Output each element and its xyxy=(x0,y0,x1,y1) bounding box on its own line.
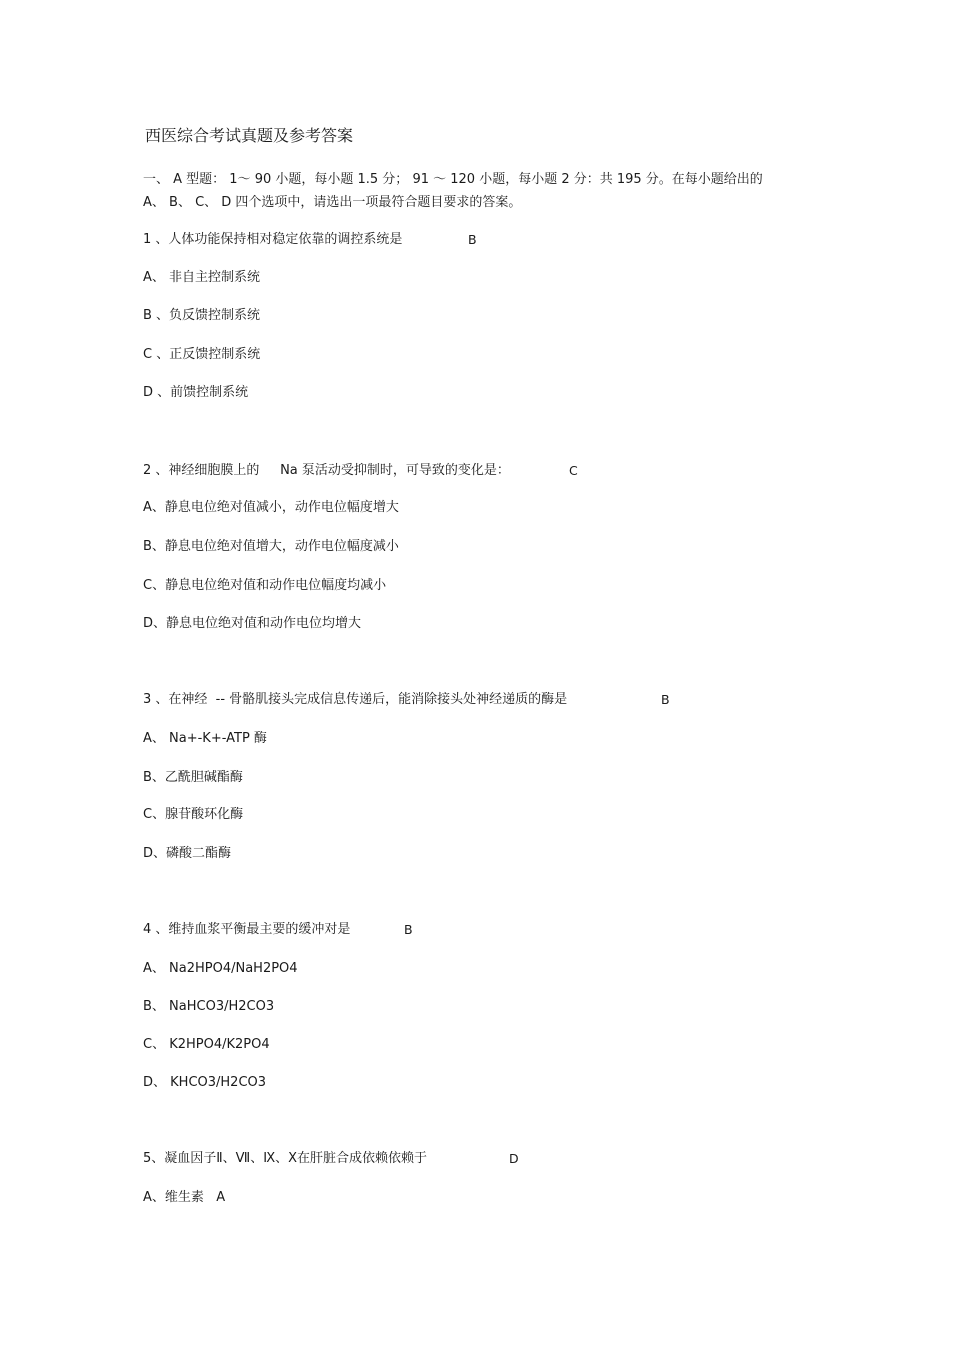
question-1-answer: B xyxy=(468,232,477,247)
question-1-option-d: D 、前馈控制系统 xyxy=(143,385,249,400)
question-4-option-a: A、 Na2HPO4/NaH2PO4 xyxy=(143,961,298,976)
question-3-option-a: A、 Na+-K+-ATP 酶 xyxy=(143,731,267,746)
question-2-option-a: A、静息电位绝对值减小，动作电位幅度增大 xyxy=(143,500,399,515)
question-5-stem: 5、凝血因子Ⅱ、Ⅶ、Ⅸ、Ⅹ在肝脏合成依赖依赖于 xyxy=(143,1151,428,1166)
question-4-option-d: D、 KHCO3/H2CO3 xyxy=(143,1075,267,1090)
question-3-answer: B xyxy=(661,692,670,707)
question-3-stem: 3 、在神经 -- 骨骼肌接头完成信息传递后，能消除接头处神经递质的酶是 xyxy=(143,692,568,707)
question-1-option-a: A、 非自主控制系统 xyxy=(143,270,261,285)
question-3-option-d: D、磷酸二酯酶 xyxy=(143,846,232,861)
question-2-option-d: D、静息电位绝对值和动作电位均增大 xyxy=(143,616,362,631)
question-3-option-b: B、乙酰胆碱酯酶 xyxy=(143,770,243,785)
question-1-option-c: C 、正反馈控制系统 xyxy=(143,347,261,362)
question-4-option-b: B、 NaHCO3/H2CO3 xyxy=(143,999,275,1014)
question-4-option-c: C、 K2HPO4/K2PO4 xyxy=(143,1037,270,1052)
question-2-answer: C xyxy=(569,463,578,478)
question-5-answer: D xyxy=(509,1151,519,1166)
question-2-option-c: C、静息电位绝对值和动作电位幅度均减小 xyxy=(143,578,387,593)
intro-line-1: 一、 A 型题： 1～ 90 小题，每小题 1.5 分； 91 ～ 120 小题，每小题 2 分：共 195 分。在每小题给出的 xyxy=(143,172,763,187)
question-3-option-c: C、腺苷酸环化酶 xyxy=(143,807,244,822)
question-4-answer: B xyxy=(404,922,413,937)
question-1-stem: 1 、人体功能保持相对稳定依靠的调控系统是 xyxy=(143,232,403,247)
question-2-option-b: B、静息电位绝对值增大，动作电位幅度减小 xyxy=(143,539,399,554)
intro-line-2: A、 B、 C、 D 四个选项中，请选出一项最符合题目要求的答案。 xyxy=(143,195,522,210)
question-1-option-b: B 、负反馈控制系统 xyxy=(143,308,261,323)
page-title: 西医综合考试真题及参考答案 xyxy=(145,126,354,145)
question-2-stem: 2 、神经细胞膜上的 Na 泵活动受抑制时，可导致的变化是： xyxy=(143,463,510,478)
question-5-option-a: A、维生素 A xyxy=(143,1190,226,1205)
question-4-stem: 4 、维持血浆平衡最主要的缓冲对是 xyxy=(143,922,351,937)
